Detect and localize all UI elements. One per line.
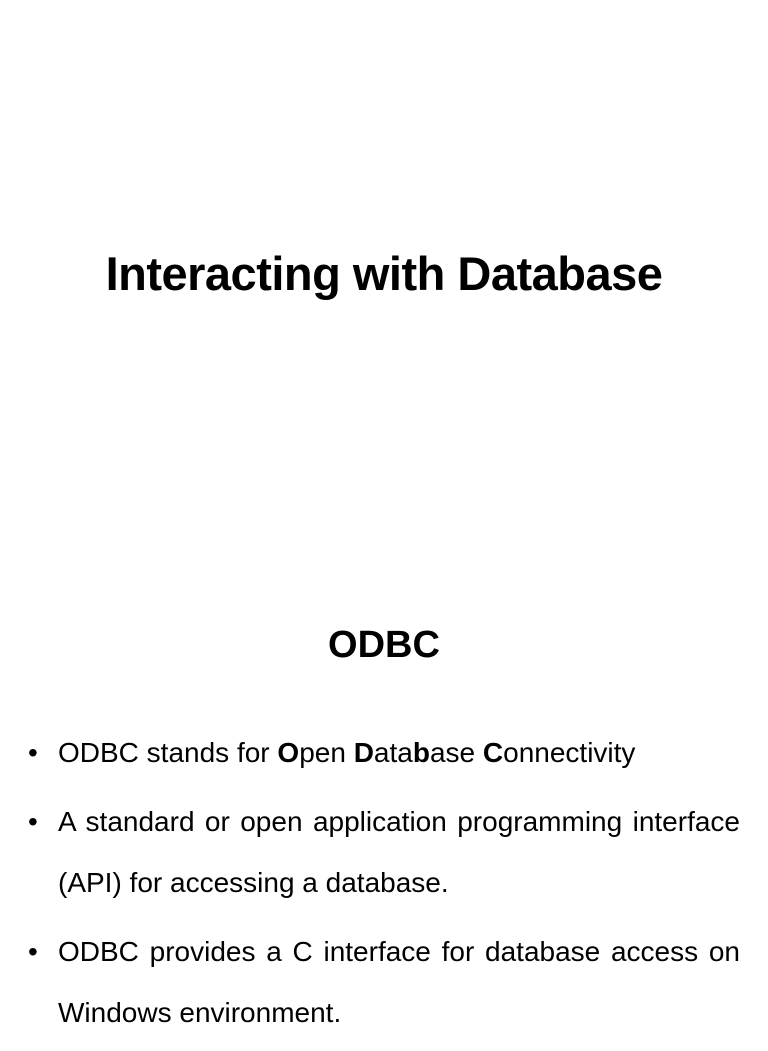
bullet-text-segment-bold: b (412, 737, 430, 768)
bullet-text: ODBC provides a C interface for database access on Windows environment. (58, 936, 740, 1028)
bullet-text-segment: ODBC stands for (58, 737, 278, 768)
bullet-text: A standard or open application programming interface (API) for accessing a database. (58, 806, 740, 898)
bullet-text-segment-bold: D (353, 737, 374, 768)
bullet-text-segment: ata (373, 737, 413, 768)
bullet-item (28, 791, 740, 913)
bullet-item (28, 722, 740, 783)
bullet-dot-icon: • (28, 806, 38, 837)
bullet-text (58, 737, 635, 768)
slide-title-heading: Interacting with Database (105, 247, 663, 300)
bullet-text-segment-bold: O (277, 737, 300, 768)
bullet-text-segment: ase (429, 737, 483, 768)
bullet-item (28, 921, 740, 1043)
bullet-text-segment-bold: C (482, 737, 504, 768)
section-title: ODBC (328, 624, 440, 666)
bullet-text-segment: onnectivity (503, 737, 636, 768)
bullet-dot-icon: • (28, 737, 38, 768)
bullet-list (28, 722, 740, 1051)
bullet-text-segment: pen (299, 737, 354, 768)
bullet-dot-icon: • (28, 936, 38, 967)
slide-odbc (0, 560, 768, 1028)
